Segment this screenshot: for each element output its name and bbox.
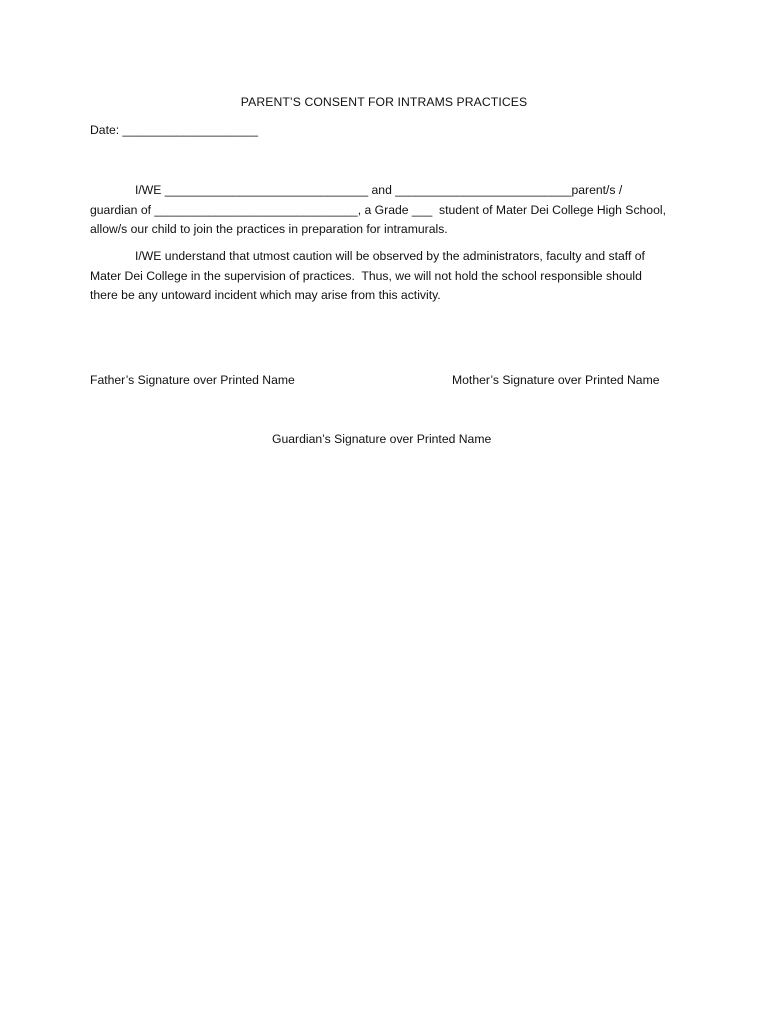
consent-line-1-text: I/WE ______________________________ and __________________________parent/s / [135,183,623,197]
mother-signature-label: Mother’s Signature over Printed Name [452,373,660,387]
consent-paragraph [90,181,690,240]
waiver-line-3: there be any untoward incident which may arise from this activity. [90,288,441,302]
father-signature-label: Father’s Signature over Printed Name [90,373,295,387]
document-title: PARENT’S CONSENT FOR INTRAMS PRACTICES [240,95,528,109]
guardian-signature-label: Guardian’s Signature over Printed Name [272,432,492,446]
date-field-line: Date: ____________________ [90,123,259,137]
consent-line-1 [90,181,690,201]
waiver-line-2: Mater Dei College in the supervision of practices. Thus, we will not hold the school responsible should [90,268,642,283]
waiver-line-1-text: I/WE understand that utmost caution will be observed by the administrators, faculty and staff of [135,249,645,263]
waiver-line-1 [90,247,690,267]
waiver-paragraph [90,247,690,306]
consent-line-2: guardian of ______________________________, a Grade ___ student of Mater Dei College High School, [90,202,666,217]
consent-line-3: allow/s our child to join the practices in preparation for intramurals. [90,222,448,236]
